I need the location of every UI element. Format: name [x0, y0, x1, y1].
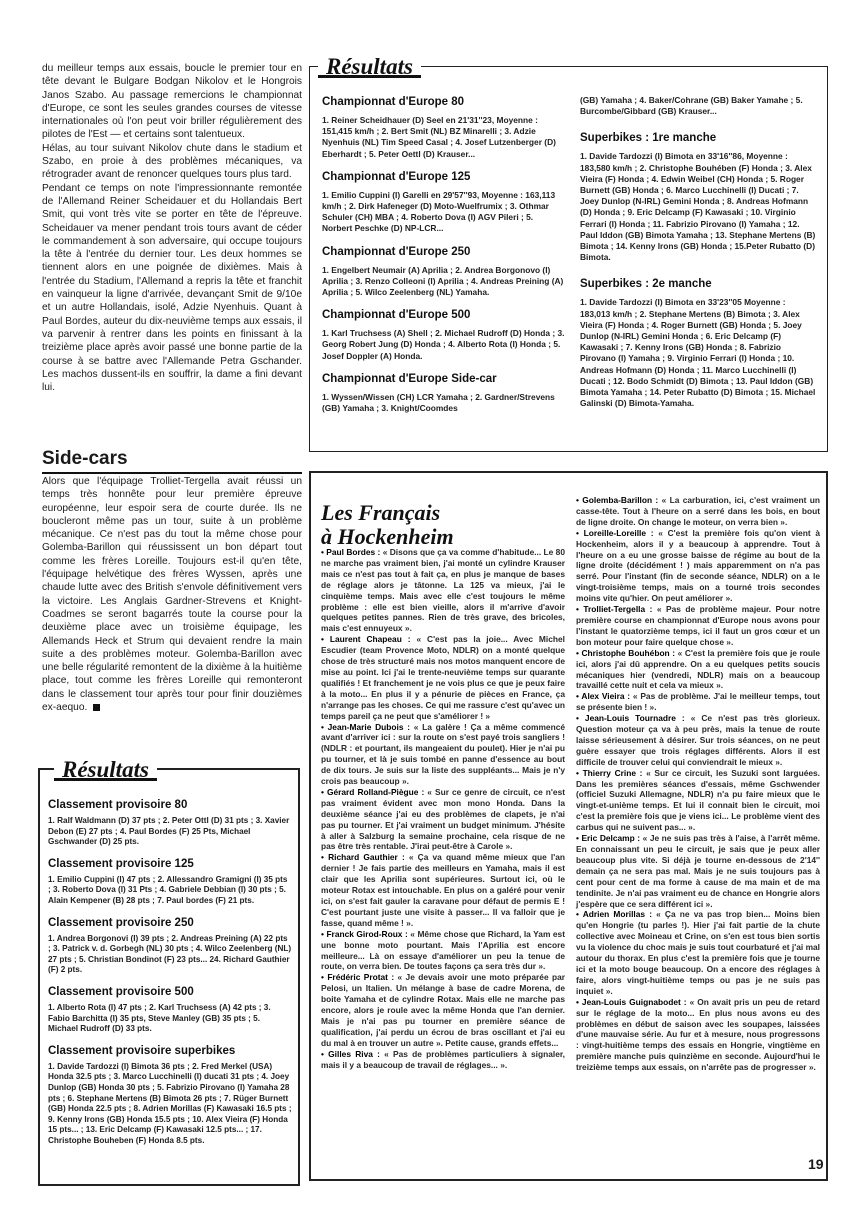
results-column-2	[580, 95, 818, 409]
article-continuation	[42, 62, 302, 394]
quotes-column-1	[321, 547, 565, 1071]
result-text: 1. Engelbert Neumair (A) Aprilia ; 2. Andrea Borgonovo (I) Aprilia ; 3. Renzo Colleoni (I) Aprilia ; 4. Andreas Preining (A) Aprilia ; 5. Wilco Zeelenberg (NL) Yamaha.	[322, 264, 564, 298]
result-text: 1. Emilio Cuppini (I) Garelli en 29'57''93, Moyenne : 163,113 km/h ; 2. Dirk Hafeneger (D) Moto-Wuelfrumix ; 3. Othmar Schuler (CH) MBA ; 4. Roberto Dova (I) AGV Pileri ; 5. Norbert Peschke (D) NP-LCR...	[322, 189, 556, 234]
result-text: 1. Wyssen/Wissen (CH) LCR Yamaha ; 2. Gardner/Strevens (GB) Yamaha ; 3. Knight/Coomdes	[322, 391, 555, 414]
result-heading: Championnat d'Europe 80	[322, 96, 465, 108]
standing-text: 1. Alberto Rota (I) 47 pts ; 2. Karl Truchsess (A) 42 pts ; 3. Fabio Barchitta (I) 35 pts, Steve Manley (GB) 35 pts ; 5. Michael Rudroff (D) 33 pts.	[48, 1002, 271, 1034]
quote-item: • Jean-Louis Guignabodet : « On avait pris un peu de retard sur le réglage de la moto... En plus nous avons eu des problèmes en début de saison avec les soupapes, laissées d'une mauvaise série. Au fur et à mesure, nous progressons : vingt-huitième temps des essais en Hongrie, vingtième en première manche puis quinzième en seconde. Aujourd'hui le treizième temps aux essais, on n'arrête pas de progresser ».	[576, 996, 821, 1073]
result-text: 1. Reiner Scheidhauer (D) Seel en 21'31''23, Moyenne : 151,415 km/h ; 2. Bert Smit (NL) BZ Minarelli ; 3. Adzie Nyenhuis (NL) Tim Speed Casal ; 4. Josef Lutzenberger (D) Eberhardt ; 5. Peter Oettl (D) Krauser...	[322, 115, 556, 159]
quote-item: • Gérard Rolland-Piègue : « Sur ce genre de circuit, ce n'est pas vraiment évident avec mon mono Honda. Dans la deuxième séance j'ai eu des problèmes de clapets, je n'ai pas pu tourner. Et j'ai vraiment un budget minimum. J'hésite à aller à Salzburg la semaine prochaine, cela risque de ne pas être très rentable. J'irai peut-être à Carole ».	[321, 786, 566, 852]
result-text: (GB) Yamaha ; 4. Baker/Cohrane (GB) Baker Yamahe ; 5. Burcombe/Gibbard (GB) Krauser...	[580, 95, 803, 117]
francais-title	[321, 501, 454, 549]
article-paragraph: Hélas, au tour suivant Nikolov chute dans le stadium et Szabo, en proie à des problèmes mécaniques, va rétrograder avant de renoncer quelques tours plus tard.	[42, 142, 302, 181]
quote-item: • Thierry Crine : « Sur ce circuit, les Suzuki sont larguées. Dans les premières séances d'essais, même Gschwender (officiel Suzuki Allemagne, NDLR) n'a pu faire mieux que le vingt-et-unième temps. Et lui il connait bien le circuit, moi c'est la première fois que je viens ici... Le problème vient des carbus qui ne suivent pas... ».	[576, 767, 820, 833]
result-heading: Superbikes : 2e manche	[580, 278, 712, 291]
results-column-1	[322, 95, 565, 414]
result-heading: Championnat d'Europe 500	[322, 309, 471, 322]
results-box-top	[309, 54, 828, 452]
quote-item: • Frédéric Protat : « Je devais avoir une moto préparée par Pelosi, un Italien. Un mélange à base de cadre Morena, de boite Yamaha et de cylindre Rotax. Mais elle ne marche pas encore, alors je roule avec la même Honda que l'an dernier. Mais je n'ai pas pu tourner en première séance de qualification, j'ai perdu un écrou de bras oscillant et j'ai eu du mal à en trouver un autre ». Petite cause, grands effets...	[321, 972, 566, 1048]
standing-heading: Classement provisoire 500	[48, 985, 194, 998]
quote-item: • Eric Delcamp : « Je ne suis pas très à l'aise, à l'arrêt même. En connaissant un peu le circuit, je sais que je peux aller beaucoup plus vite. Si déjà je tourne en-dessous de 2'14'' demain ça ne sera pas mal. Mais je ne suis toujours pas à cent pour cent de ma forme à cause de ma main et de ma tendinite. Je n'ai pas vraiment eu de chance en Hongrie alors j'espère que ce sera différent ici ».	[576, 833, 821, 909]
quote-item: • Trolliet-Tergella : « Pas de problème majeur. Pour notre première course en championnat d'Europe nous avons pour l'instant le quatorzième temps, ici il faut un gros cœur et un bon moteur pour faire quelque chose ».	[576, 604, 820, 647]
results-title: Résultats	[318, 54, 421, 80]
result-text: 1. Davide Tardozzi (I) Bimota en 33'23''05 Moyenne : 183,013 km/h ; 2. Stephane Mertens (B) Bimota ; 3. Alex Vieira (F) Honda ; 4. Roger Burnett (GB) Honda ; 5. Joey Dunlop (N-IRL) Gemini Honda ; 6. Eric Delcamp (F) Kawasaki ; 7. Kenny Irons (GB) Honda ; 8. Fabrizio Pirovano (I) Yamaha ; 9. Virginio Ferrari (I) Honda ; 10. Andreas Hofmann (D) Honda ; 11. Marco Lucchinelli (I) Ducati ; 12. Bodo Schmidt (D) Bimota ; 13. Paul Iddon (GB) Bimota Yamaha ; 14. Peter Rubatto (D) Bimota ; 15. Michael Galinski (D) Bimota-Yamaha.	[580, 297, 816, 409]
quote-item: • Christophe Bouhébon : « C'est la première fois que je roule ici, alors j'ai dû apprendre. On a eu quelques petits soucis mécaniques hier (vendredi, NDLR) mais on a beaucoup travaillé cette nuit et cela va mieux ».	[576, 647, 820, 691]
francais-title-line: à Hockenheim	[321, 524, 454, 549]
quote-item: • Paul Bordes : « Disons que ça va comme d'habitude... Le 80 ne marche pas vraiment bien, j'ai monté un cylindre Krauser mais ce n'est pas tout à fait ça, en plus je manque de bases de réglage alors je tâtonne. La 125 va mieux, j'ai le cinquième temps. Mais avec elle c'est toujours le même problème : elle est bien vieille, alors il m'arrive d'avoir quelques petites pannes. Rien de très grave, des bricoles, mais c'est ennuyeux ».	[321, 547, 565, 634]
quote-item: • Loreille-Loreille : « C'est la première fois qu'on vient à Hockenheim, alors il y a beaucoup à apprendre. Tout à l'heure on a eu une grosse baisse de régime au bout de la ligne droite (décidément ! ) mais apparemment on n'a pas serré. Pour l'instant (fin de seconde séance, NDLR) on a le vingt-troisième temps, mais on a tourné trois secondes moins vite qu'hier. On peut améliorer ».	[576, 527, 820, 604]
standing-text: 1. Ralf Waldmann (D) 37 pts ; 2. Peter Ottl (D) 31 pts ; 3. Xavier Debon (E) 27 pts ; 4. Paul Bordes (F) 25 Pts, Michael Gschwander (D) 25 pts.	[48, 816, 290, 847]
standing-heading: Classement provisoire 250	[48, 916, 194, 929]
result-text: 1. Karl Truchsess (A) Shell ; 2. Michael Rudroff (D) Honda ; 3. Georg Robert Jung (D) Honda ; 4. Alberto Rota (I) Honda ; 5. Josef Doppler (A) Honda.	[322, 328, 565, 361]
standing-text: 1. Davide Tardozzi (I) Bimota 36 pts ; 2. Fred Merkel (USA) Honda 32.5 pts ; 3. Marco Lucchinelli (I) ducati 31 pts ; 4. Joey Dunlop (GB) Honda 30 pts ; 5. Fabrizio Pirovano (I) Yamaha 28 pts ; 6. Stephane Mertens (B) Bimota 26 pts ; 7. Rüger Burnett (GB) Honda 22.5 pts ; 8. Adrien Morillas (F) Kawasaki 16.5 pts ; 9. Kenny Irons (GB) Honda 15.5 pts ; 10. Alex Vieira (F) Honda 15 pts... ; 13. Eric Delcamp (F) Kawasaki 12.5 pts... ; 17. Christophe Bouheben (F) Honda 8.5 pts.	[48, 1061, 292, 1145]
result-heading: Superbikes : 1re manche	[580, 132, 717, 145]
standings-list	[48, 798, 292, 1146]
standing-heading: Classement provisoire superbikes	[48, 1044, 236, 1057]
quotes-column-2	[576, 495, 820, 1073]
quote-item: • Laurent Chapeau : « C'est pas la joie... Avec Michel Escudier (team Provence Moto, NDLR) on a monté quelque chose de très structuré mais nos motos manquent encore de mise au point. Ici j'ai le trente-neuvième temps sur quarante qualifiés ! Et franchement je ne vois plus ce que je peux faire à la moto... En plus il y a pénurie de pièces en France, ça n'arrange pas les choses. Ce qui me rassure c'est qu'avec un temps pareil ça ne peut que s'améliorer ! »	[321, 634, 565, 721]
end-mark-icon	[93, 704, 100, 711]
francais-box	[309, 471, 828, 1181]
article-paragraph: Pendant ce temps on note l'impressionnante remontée de l'Allemand Reiner Scheidauer et du Hollandais Bert Smit, qui vont très vite se porter en tête de l'épreuve. Scheidauer va mener pendant trois tours avant de céder le commandement à son adversaire, qui occupe toujours la tête à l'entrée du dernier tour. Les deux hommes se tiennent alors en une poignée de dixièmes. Mais à l'entrée du Stadium, l'Allemand a repris la tête et franchit en vainqueur la ligne d'arrivée, devançant Smit de 9/10e et un autre Hollandais, isolé, Adzie Nyenhuis. Quant à Paul Bordes, auteur du dix-neuvième temps aux essais, il va parvenir à rentrer dans les points en finissant à la treizième place après avoir passé une bonne partie de la course à se battre avec l'Allemande Petra Gschander. Les machos dussent-ils en souffrir, la dame a fini devant lui.	[42, 182, 302, 394]
standing-text: 1. Andrea Borgonovi (I) 39 pts ; 2. Andreas Preining (A) 22 pts ; 3. Patrick v. d. Gorbegh (NL) 30 pts ; 4. Wilco Zeelenberg (NL) 27 pts ; 5. Christian Bondinot (F) 23 pts... 24. Richard Gauthier (F) 2 pts.	[48, 933, 292, 975]
quote-item: • Adrien Morillas : « Ça ne va pas trop bien... Moins bien qu'en Hongrie (tu parles !). Hier j'ai fait partie de la chute collective avec Moineau et Crine, on s'en est tous bien sortis vu la violence du choc mais je suis tout courbaturé et j'ai mal autour du thorax. En plus c'est la première fois que je tourne ici et la moto bouge beaucoup. On a encore des réglages à faire, alors vingt-huitième temps ou pas je ne suis pas inquiet ».	[576, 909, 821, 996]
sidecars-paragraph: Alors que l'équipage Trolliet-Tergella avait réussi un temps très honnête pour leur première épreuve européenne, leur espoir sera de courte durée. Ils ne boucleront même pas un tour, suite à un problème mécanique. Ce n'est pas du tout la même chose pour Golemba-Barillon qui réussissent un bon départ tout comme les frères Loreille. Toujours est-il qu'en tête, l'équipage helvétique des frères Wyssen, après une chaude lutte avec des British s'envole définitivement vers la victoire. Les Anglais Gardner-Strevens et Knight-Coadmes se seront bagarrés toute la course pour la deuxième place avec un troisième équipage, les Allemands Heck et Strum qui devaient rendre la main suite a des problèmes moteur. Golemba-Barillon avec une belle régularité remontent de la dixième à la huitième place, tout comme les frères Loreille qui remonteront dans le classement tour après tour pour finir douzièmes ex-aequo.	[42, 476, 302, 714]
quote-item: • Alex Vieira : « Pas de problème. J'ai le meilleur temps, tout se présente bien ! ».	[576, 691, 821, 713]
quote-item: • Franck Girod-Roux : « Même chose que Richard, la Yam est une bonne moto pourtant. Mais l'Aprilia est encore meilleure... Là on essaye d'améliorer un peu la tenue de route, on verra bien. De toutes façons ça sera très dur ».	[321, 928, 565, 972]
article-paragraph: du meilleur temps aux essais, boucle le premier tour en tête devant le Bulgare Bodgan Nikolov et le Hongrois Janos Szabo. Au passage remercions le championnat d'Europe, ce sont les seules grandes courses de vitesse internationales où l'on peut voir briller régulièrement des pilotes de l'Est — et certains sont talentueux.	[42, 63, 302, 141]
sidecars-article	[42, 475, 302, 714]
result-heading: Championnat d'Europe 125	[322, 170, 471, 183]
standing-heading: Classement provisoire 80	[48, 799, 188, 811]
result-heading: Championnat d'Europe Side-car	[322, 372, 497, 385]
results-title: Résultats	[54, 757, 157, 783]
page-number: 19	[808, 1156, 824, 1172]
standing-text: 1. Emilio Cuppini (I) 47 pts ; 2. Allessandro Gramigni (I) 35 pts ; 3. Roberto Dova (I) 31 Pts ; 4. Gabriele Debbian (I) 30 pts ; 5. Alain Kempener (B) 28 pts ; 7. Paul bordes (F) 21 pts.	[48, 874, 288, 905]
quote-item: • Gilles Riva : « Pas de problèmes particuliers à signaler, mais il y a beaucoup de travail de réglages... ».	[321, 1048, 566, 1070]
results-box-bottom	[38, 757, 300, 1186]
quote-item: • Jean-Louis Tournadre : « Ce n'est pas très glorieux. Question moteur ça va à peu près, mais la tenue de route laisse sérieusement à désirer. Sur trois séances, on ne peut guère essayer que trois réglages différents. Alors il est difficile de trouver celui qui conviendrait le mieux ».	[576, 713, 820, 767]
result-heading: Championnat d'Europe 250	[322, 245, 471, 258]
quote-item: • Golemba-Barillon : « La carburation, ici, c'est vraiment un casse-tête. Tout à l'heure on a serré dans les bois, en bout de ligne droite. On change le moteur, on verra bien ».	[576, 495, 821, 527]
result-text: 1. Davide Tardozzi (I) Bimota en 33'16''86, Moyenne : 183,580 km/h ; 2. Christophe Bouhében (F) Honda ; 3. Alex Vieira (F) Honda ; 4. Edwin Weibel (CH) Honda ; 5. Roger Burnett (GB) Honda ; 6. Marco Lucchinelli (I) Ducati ; 7. Joey Dunlop (N-IRL) Gemini Honda ; 8. Andreas Hofmann (D) Honda ; 9. Eric Delcamp (F) Kawasaki ; 10. Virginio Ferrari (I) Honda ; 11. Fabrizio Pirovano (I) Yamaha ; 12. Paul Iddon (GB) Bimota Yamaha ; 13. Stephane Mertens (B) Bimota ; 14. Kenny Irons (GB) Honda ; 15.Peter Rubatto (D) Bimota.	[580, 151, 816, 263]
quote-item: • Jean-Marie Dubois : « La galère ! Ça a même commencé avant d'arriver ici : sur la route on s'est payé trois sangliers ! (NDLR : et pourtant, ils mangeaient du poulet). Hier je n'ai pu pu tourner, et là je suis tombé en panne d'essence au bout de dix tours. Je suis sur la liste des suppléants... Mais je n'y crois pas beaucoup ».	[321, 721, 566, 787]
quote-item: • Richard Gauthier : « Ça va quand même mieux que l'an dernier ! Je fais partie des meilleurs en Yamaha, mais il est clair que les Aprilia sont supérieures. Surtout ici, où le moteur Rotax est intouchable. En plus on a galéré pour venir ici, on s'est fait gauler la caravane pour défaut de permis E ! C'est pourtant juste une visite à passer... Il va falloir que je fasse, quand même ! ».	[321, 852, 566, 928]
sidecars-heading: Side-cars	[42, 448, 302, 474]
francais-title-line: Les Français	[321, 500, 441, 525]
standing-heading: Classement provisoire 125	[48, 857, 194, 870]
